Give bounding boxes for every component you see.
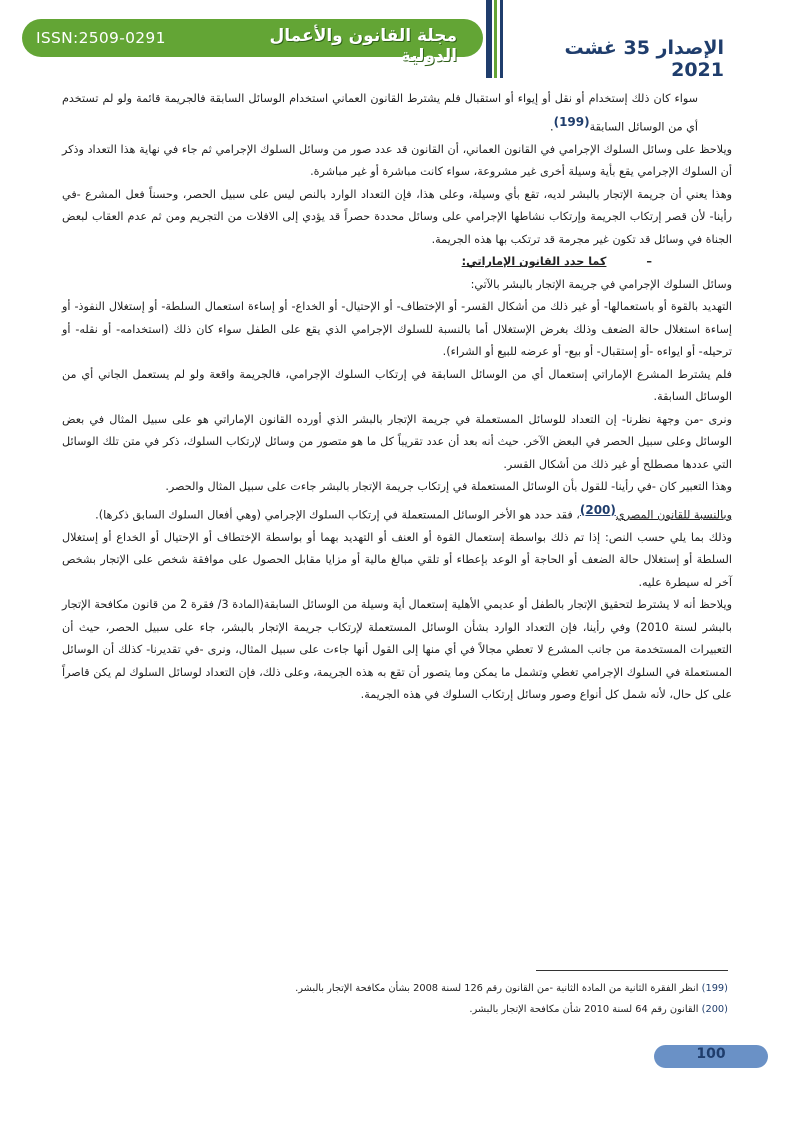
paragraph: سواء كان ذلك إستخدام أو نقل أو إيواء أو استقبال فلم يشترط القانون العماني استخدام الوسائل السابقة فالجريمة قائمة ولو لم تستخدم أي من الوسائل السابقة$^{(199)}$. xyxy=(62,92,698,134)
heading-dash: – xyxy=(646,255,652,269)
header-divider-bar xyxy=(486,0,492,78)
journal-name: مجلة القانون والأعمال الدولية xyxy=(269,26,457,66)
header-divider-bar xyxy=(494,0,497,78)
footnote-number[interactable]: (199) xyxy=(701,983,728,994)
article-body xyxy=(62,88,732,707)
footnote-ref[interactable]: (199) xyxy=(553,114,590,129)
heading-text: كما حدد القانون الإماراتي: xyxy=(461,255,607,269)
paragraph: ويلاحظ على وسائل السلوك الإجرامي في القانون العماني، أن القانون قد عدد صور من وسائل السلوك الإجرامي ثم جاء في نهاية هذا التعداد وذكر أن السلوك الإجرامي يقع بأية وسيلة أخرى غير مشروعة، سواء كانت مباشرة أو غير مباشرة. xyxy=(62,142,732,179)
paragraph: وذلك بما يلي حسب النص: إذا تم ذلك بواسطة إستعمال القوة أو العنف أو التهديد بهما أو بواسطة الإختطاف أو الإحتيال أو الخداع أو إستغلال السلطة أو إستغلال حالة الضعف أو الحاجة أو الوعد بإعطاء أو تلقي مبالغ مالية أو مزايا مقابل الحصول على موافقة شخص على الإتجار بشخص آخر له سيطرة عليه. xyxy=(62,530,732,589)
footnote-text: انظر الفقرة الثانية من المادة الثانية -من القانون رقم 126 لسنة 2008 بشأن مكافحة الإتجار بالبشر. xyxy=(295,983,702,994)
section-heading xyxy=(62,251,732,274)
footnote-separator xyxy=(536,970,728,971)
paragraph: فلم يشترط المشرع الإماراتي إستعمال أي من الوسائل السابقة في إرتكاب السلوك الإجرامي، فالجريمة واقعة ولو لم يستعمل الجاني أي من الوسائل السابقة. xyxy=(62,367,732,404)
issn-label: ISSN:2509-0291 xyxy=(36,29,166,47)
issue-label: الإصدار 35 غشت 2021 xyxy=(564,37,724,81)
page-number: 100 xyxy=(696,1046,726,1062)
footnote xyxy=(100,1004,728,1015)
paragraph-text: ، فقد حدد هو الأخر الوسائل المستعملة في إرتكاب السلوك الإجرامي (وهي أفعال السلوك السابق ذكرها). xyxy=(95,508,580,522)
footnote-text: القانون رقم 64 لسنة 2010 شأن مكافحة الإتجار بالبشر. xyxy=(469,1004,702,1015)
footnote-number[interactable]: (200) xyxy=(701,1004,728,1015)
paragraph: وسائل السلوك الإجرامي في جريمة الإتجار بالبشر بالآتي: xyxy=(470,277,732,291)
paragraph: ويلاحظ أنه لا يشترط لتحقيق الإتجار بالطفل أو عديمي الأهلية إستعمال أية وسيلة من الوسائل السابقة(المادة 3/ فقرة 2 من قانون مكافحة الإتجار بالبشر لسنة 2010) وفي رأينا، فإن التعداد الوارد بشأن الوسائل المستعملة لإرتكاب جريمة الإتجار بالبشر، جاء على سبيل الحصر، حيث أن التعبيرات المستخدمة من جانب المشرع لا تعطي مجالاً في أي منها إلى القول أنها جاءت على سبيل المثال، ونرى -في تقديرنا- كذلك أن الوسائل المستعملة في السلوك الإجرامي تغطي وتشمل ما يمكن وما يتصور أن تقع به هذه الجريمة، وعلى ذلك، فإن التعداد لوسائل السلوك لم يكن قاصراً على كل حال، لأنه شمل كل أنواع وصور وسائل إرتكاب السلوك في هذه الجريمة. xyxy=(62,598,732,702)
paragraph: وهذا يعني أن جريمة الإتجار بالبشر لديه، تقع بأي وسيلة، وعلى هذا، فإن التعداد الوارد بالنص ليس على سبيل الحصر، وحسناً فعل المشرع -في رأينا- لأن قصر إرتكاب الجريمة وإرتكاب نشاطها الإجرامي على وسائل محددة حصراً قد يؤدي إلى الافلات من التجريم ومن ثم عدم العقاب لبعض الجناة في وسائل قد تكون غير مجرمة قد ترتكب بها هذه الجريمة. xyxy=(62,187,732,246)
underlined-lead: وبالنسبة للقانون المصري xyxy=(615,508,732,522)
header-divider-bar xyxy=(500,0,503,78)
paragraph: التهديد بالقوة أو باستعمالها- أو غير ذلك من أشكال القسر- أو الإختطاف- أو الإحتيال- أو الخداع- أو إساءة استعمال السلطة- أو إستغلال النفوذ- أو إساءة استغلال حالة الضعف وذلك بغرض الإستغلال أما بالنسبة للسلوك الإجرامي الذي يقع على الطفل سواء كان ذلك (استخدامه- أو نقله- أو ترحيله- أو ايواءه -أو إستقبال- أو بيع- أو عرضه للبيع أو الشراء). xyxy=(62,300,732,359)
paragraph: ونرى -من وجهة نظرنا- إن التعداد للوسائل المستعملة في جريمة الإتجار بالبشر الذي أورده القانون الإماراتي هو على سبيل المثال في بعض الوسائل وعلى سبيل الحصر في البعض الآخر. حيث أنه بعد أن عدد تقريباً كل ما هو متصور من وسائل لإرتكاب السلوك، ذكر في متن تلك الوسائل التي عددها مصطلح أو غير ذلك من أشكال القسر. xyxy=(62,412,732,471)
paragraph: وهذا التعبير كان -في رأينا- للقول بأن الوسائل المستعملة في إرتكاب جريمة الإتجار بالبشر جاءت على سبيل المثال والحصر. xyxy=(165,480,732,494)
paragraph-text: سواء كان ذلك إستخدام أو نقل أو إيواء أو استقبال فلم يشترط القانون العماني استخدام الوسائل السابقة فالجريمة قائمة ولو لم تستخدم أي من الوسائل السابقة xyxy=(62,92,698,134)
paragraph xyxy=(62,499,732,527)
footnote-ref[interactable]: (200) xyxy=(579,502,616,517)
footnote xyxy=(100,983,728,994)
